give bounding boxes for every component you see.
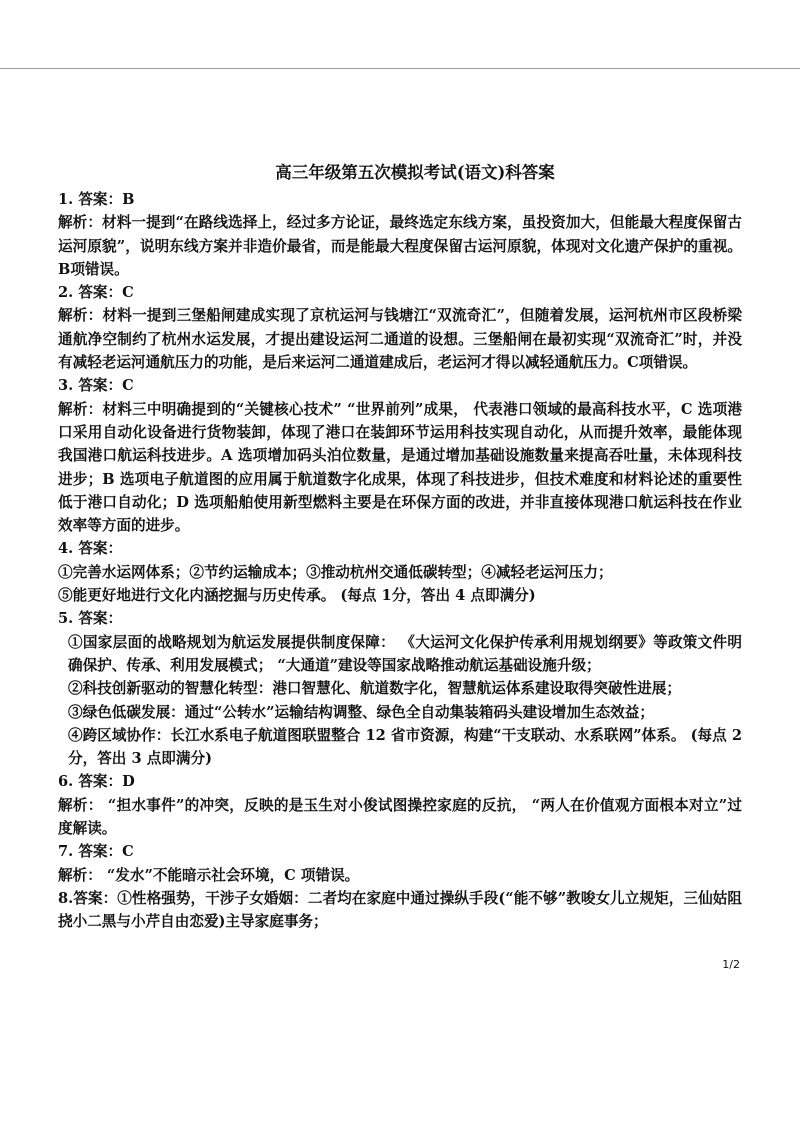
answer-4-points-a: ①完善水运网体系；②节约运输成本；③推动杭州交通低碳转型；④减轻老运河压力； [58,563,613,581]
explanation-1: 解析：材料一提到“在路线选择上，经过多方论证，最终选定东线方案，虽投资加大，但能最大程度保留古运河原貌”，说明东线方案并非造价最省，而是能最大程度保留古运河原貌，体现对文化遗产保护的重视。B项错误。 [58,214,742,278]
answer-3: 3. 答案：C [58,377,134,395]
answer-6: 6. 答案：D [58,773,135,791]
answer-7: 7. 答案：C [58,843,134,861]
answer-5-point-1: ①国家层面的战略规划为航运发展提供制度保障： 《大运河文化保护传承利用规划纲要》等政策文件明确保护、传承、利用发展模式； “大通道”建设等国家战略推动航运基础设施升级； [68,633,742,674]
explanation-3: 解析：材料三中明确提到的“关键核心技术” “世界前列”成果， 代表港口领域的最高科技水平，C 选项港口采用自动化设备进行货物装卸，体现了港口在装卸环节运用科技实现自动化，从而提升效率，最能体现我国港口航运科技进步。A 选项增加码头泊位数量，是通过增加基础设施数量来提高吞吐量，未体现科技进步；B 选项电子航道图的应用属于航道数字化成果，体现了科技进步，但技术难度和材料论述的重要性低于港口自动化；D 选项船舶使用新型燃料主要是在环保方面的改进，并非直接体现港口航运科技在作业效率等方面的进步。 [58,400,742,535]
answer-document [58,160,742,934]
answer-4-points-b: ⑤能更好地进行文化内涵挖掘与历史传承。 (每点 1分，答出 4 点即满分) [58,587,536,605]
answer-2: 2. 答案：C [58,284,134,302]
answer-5-point-4: ④跨区域协作：长江水系电子航道图联盟整合 12 省市资源，构建“干支联动、水系联网”体系。 (每点 2分，答出 3 点即满分) [68,726,742,768]
page-title: 高三年级第五次模拟考试(语文)科答案 [275,163,555,182]
explanation-6: 解析： “担水事件”的冲突，反映的是玉生对小俊试图操控家庭的反抗， “两人在价值观方面根本对立”过度解读。 [58,796,742,838]
answer-5-point-2: ②科技创新驱动的智慧化转型：港口智慧化、航道数字化，智慧航运体系建设取得突破性进展； [68,680,681,698]
answer-4: 4. 答案： [58,540,123,558]
explanation-7: 解析： “发水”不能暗示社会环境，C 项错误。 [58,866,360,884]
answer-5-point-3: ③绿色低碳发展：通过“公转水”运输结构调整、绿色全自动集装箱码头建设增加生态效益； [68,703,654,721]
explanation-2: 解析：材料一提到三堡船闸建成实现了京杭运河与钱塘江“双流奇汇”，但随着发展，运河杭州市区段桥梁通航净空制约了杭州水运发展，才提出建设运河二通道的设想。三堡船闸在最初实现“双流奇汇”时，并没有减轻老运河通航压力的功能，是后来运河二通道建成后，老运河才得以减轻通航压力。C项错误。 [58,307,742,372]
answer-5: 5. 答案： [58,610,123,628]
answer-1: 1. 答案：B [58,191,135,208]
answer-8: 8.答案：①性格强势，干涉子女婚姻：二者均在家庭中通过操纵手段(“能不够”教唆女儿立规矩，三仙姑阻挠小二黑与小芹自由恋爱)主导家庭事务； [58,889,742,931]
page-number: 1/2 [722,958,740,971]
top-border-line [0,68,800,69]
